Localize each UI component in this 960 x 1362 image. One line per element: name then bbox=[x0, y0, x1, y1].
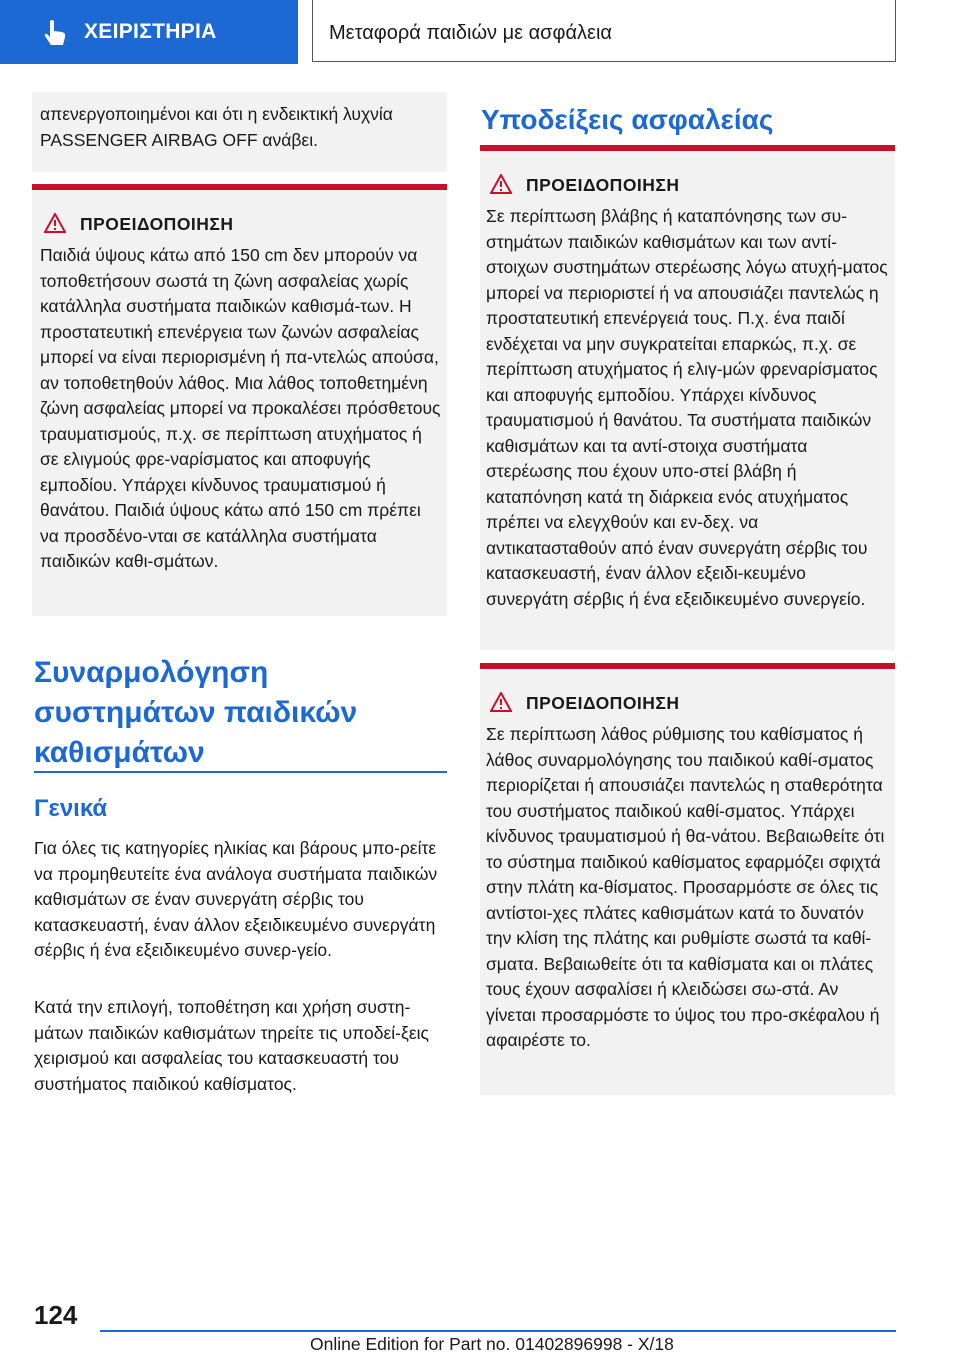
section-title: Υποδείξεις ασφαλείας bbox=[481, 104, 774, 135]
section-rule bbox=[34, 771, 447, 773]
warning-title: ΠΡΟΕΙΔΟΠΟΙΗΣΗ bbox=[80, 214, 234, 234]
page-number: 124 bbox=[34, 1300, 78, 1330]
header-title-box bbox=[312, 0, 896, 62]
warning-title: ΠΡΟΕΙΔΟΠΟΙΗΣΗ bbox=[526, 693, 680, 713]
subsection-title: Γενικά bbox=[34, 795, 108, 822]
paragraph: Κατά την επιλογή, τοποθέτηση και χρήση συστη-μάτων παιδικών καθισμάτων τηρείτε τις υποδεί-ξεις χειρισμού και ασφαλείας του κατασκευαστή του συστήματος παιδικού καθίσματος. bbox=[34, 997, 429, 1094]
footer-edition: Online Edition for Part no. 01402896998 - X/18 bbox=[310, 1334, 674, 1354]
warning-text: Σε περίπτωση βλάβης ή καταπόνησης των συ-στημάτων παιδικών καθισμάτων και των αντί-στοιχων συστημάτων στερέωσης λόγω ατυχή-ματος μπορεί να περιοριστεί ή να απουσιάζει παντελώς η προστατευτική επενέργειά τους. Π.χ. ένα παιδί ενδέχεται να μην συγκρατείται επαρκώς, π.χ. σε περίπτωση ατυχήματος ή ελιγ-μών φρεναρίσματος και αποφυγής εμποδίου. Υπάρχει κίνδυνος τραυματισμού ή θανάτου. Τα συστήματα παιδικών καθισμάτων και τα αντί-στοιχα συστήματα στερέωσης που έχουν υπο-στεί βλάβη ή καταπόνηση κατά τη διάρκεια ενός ατυχήματος πρέπει να ελεγχθούν και εν-δεχ. να αντικατασταθούν από έναν συνεργάτη σέρβις του κατασκευαστή, έναν άλλον εξειδι-κευμένο συνεργάτη σέρβις ή ένα εξειδικευμένο συνεργείο. bbox=[486, 206, 888, 609]
page-title: Μεταφορά παιδιών με ασφάλεια bbox=[329, 22, 612, 44]
section-title: Συναρμολόγηση συστημάτων παιδικών καθισμάτων bbox=[34, 656, 358, 769]
footer-rule bbox=[100, 1330, 896, 1332]
header-tab-label: ΧΕΙΡΙΣΤΗΡΙΑ bbox=[84, 20, 217, 43]
warning-text: Παιδιά ύψους κάτω από 150 cm δεν μπορούν να τοποθετήσουν σωστά τη ζώνη ασφαλείας χωρίς κατάλληλα συστήματα παιδικών καθισμά-των. Η προστατευτική επενέργεια των ζωνών ασφαλείας μπορεί να είναι περιορισμένη ή πα-ντελώς απούσα, αν τοποθετηθούν λάθος. Μια λάθος τοποθετημένη ζώνη ασφαλείας μπορεί να προκαλέσει πρόσθετους τραυματισμούς, π.χ. σε περίπτωση ατυχήματος ή σε ελιγμούς φρε-ναρίσματος και αποφυγής εμποδίου. Υπάρχει κίνδυνος τραυματισμού ή θανάτου. Παιδιά ύψους κάτω από 150 cm πρέπει να προσδένο-νται σε κατάλληλα συστήματα παιδικών καθι-σμάτων. bbox=[40, 245, 441, 571]
paragraph: Για όλες τις κατηγορίες ηλικίας και βάρους μπο-ρείτε να προμηθευτείτε ένα ανάλογα συστήματα παιδικών καθισμάτων σε έναν συνεργάτη σέρβις του κατασκευαστή, έναν άλλον εξειδικευμένο συνεργάτη σέρβις ή ένα εξειδικευμένο συνερ-γείο. bbox=[34, 838, 438, 960]
warning-triangle-icon bbox=[490, 692, 512, 712]
hand-pointer-icon bbox=[40, 18, 70, 48]
warning-triangle-icon bbox=[44, 213, 66, 233]
header-tab[interactable] bbox=[0, 0, 298, 64]
warning-triangle-icon bbox=[490, 174, 512, 194]
warning-text: Σε περίπτωση λάθος ρύθμισης του καθίσματος ή λάθος συναρμολόγησης του παιδικού καθί-σματος περιορίζεται ή απουσιάζει παντελώς η σταθερότητα του συστήματος παιδικού καθί-σματος. Υπάρχει κίνδυνος τραυματισμού ή θα-νάτου. Βεβαιωθείτε ότι το σύστημα παιδικού καθίσματος εφαρμόζει σφιχτά στην πλάτη κα-θίσματος. Προσαρμόστε σε όλες τις αντίστοι-χες πλάτες καθισμάτων κατά το δυνατόν την κλίση της πλάτης και ρυθμίστε σωστά τα καθί-σματα. Βεβαιωθείτε ότι τα καθίσματα και οι πλάτες τους έχουν ασφαλίσει ή κλειδώσει σω-στά. Αν γίνεται προσαρμόστε το ύψος του προ-σκέφαλου ή αφαιρέστε το. bbox=[486, 724, 885, 1050]
warning-title: ΠΡΟΕΙΔΟΠΟΙΗΣΗ bbox=[526, 175, 680, 195]
intro-text: απενεργοποιημένοι και ότι η ενδεικτική λυχνία PASSENGER AIRBAG OFF ανάβει. bbox=[40, 104, 393, 150]
